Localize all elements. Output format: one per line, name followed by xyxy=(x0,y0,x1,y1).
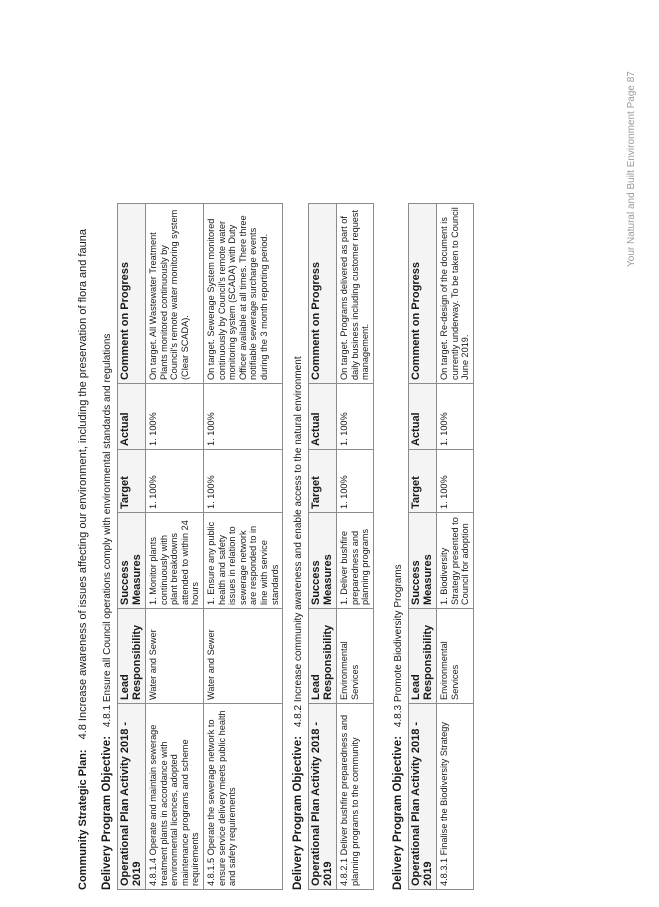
col-lead: Lead Responsibility xyxy=(118,609,146,704)
col-activity: Operational Plan Activity 2018 - 2019 xyxy=(118,704,146,890)
activity-table-4-8-2 xyxy=(308,203,374,890)
col-lead: Lead Responsibility xyxy=(409,609,437,704)
target-cell: 1. 100% xyxy=(146,450,204,513)
col-target: Target xyxy=(309,450,337,513)
measure-cell: 1. Biodiversity Strategy presented to Council for adoption xyxy=(437,513,474,609)
lead-cell: Water and Sewer xyxy=(203,609,282,704)
table-row xyxy=(337,204,374,890)
plan-text: 4.8 Increase awareness of issues affecting our environment, including the preservation of flora and fauna xyxy=(77,229,89,740)
measure-cell: 1. Deliver bushfire preparedness and planning programs xyxy=(337,513,374,609)
plan-label: Community Strategic Plan: xyxy=(77,749,89,890)
delivery-program-objective-4-8-3 xyxy=(392,564,404,890)
activity-cell: 4.8.1.4 Operate and maintain sewerage treatment plants in accordance with environmental licences, adopted maintenance programs and scheme requirements xyxy=(146,704,204,890)
delivery-program-objective-4-8-2 xyxy=(292,356,304,890)
col-comment: Comment on Progress xyxy=(309,204,337,384)
actual-cell: 1. 100% xyxy=(337,384,374,450)
col-actual: Actual xyxy=(118,384,146,450)
col-lead: Lead Responsibility xyxy=(309,609,337,704)
target-cell: 1. 100% xyxy=(437,450,474,513)
target-cell: 1. 100% xyxy=(203,450,282,513)
objective-label: Delivery Program Objective: xyxy=(101,735,113,890)
col-target: Target xyxy=(409,450,437,513)
lead-cell: Environmental Services xyxy=(437,609,474,704)
comment-cell: On target. Sewerage System monitored continuously by Council's remote water monitoring system (SCADA) with Duty Officer available at all times. There three notifiable sewerage surcharge events during the 3 month reporting period. xyxy=(203,204,282,384)
comment-cell: On target. Re-design of the document is currently underway. To be taken to Council June 2019. xyxy=(437,204,474,384)
activity-cell: 4.8.2.1 Deliver bushfire preparedness and planning programs to the community xyxy=(337,704,374,890)
activity-cell: 4.8.1.5 Operate the sewerage network to ensure service delivery meets public health and safety requirements xyxy=(203,704,282,890)
col-target: Target xyxy=(118,450,146,513)
col-comment: Comment on Progress xyxy=(118,204,146,384)
activity-table-4-8-1 xyxy=(117,203,283,890)
col-measures: Success Measures xyxy=(309,513,337,609)
table-header-row xyxy=(409,204,437,890)
measure-cell: 1. Ensure any public health and safety issues in relation to sewerage network are responded to in line with service standards xyxy=(203,513,282,609)
activity-table-4-8-3 xyxy=(408,203,474,890)
delivery-program-objective-4-8-1 xyxy=(101,334,113,890)
actual-cell: 1. 100% xyxy=(146,384,204,450)
col-measures: Success Measures xyxy=(118,513,146,609)
actual-cell: 1. 100% xyxy=(437,384,474,450)
table-header-row xyxy=(118,204,146,890)
table-header-row xyxy=(309,204,337,890)
table-row xyxy=(203,204,282,890)
comment-cell: On target. Programs delivered as part of daily business including customer request management. xyxy=(337,204,374,384)
objective-text: 4.8.2 Increase community awareness and enable access to the natural environment xyxy=(293,356,304,728)
target-cell: 1. 100% xyxy=(337,450,374,513)
objective-text: 4.8.3 Promote Biodiversity Programs xyxy=(393,564,404,728)
actual-cell: 1. 100% xyxy=(203,384,282,450)
col-actual: Actual xyxy=(309,384,337,450)
objective-label: Delivery Program Objective: xyxy=(392,735,404,890)
table-row xyxy=(146,204,204,890)
col-activity: Operational Plan Activity 2018 - 2019 xyxy=(409,704,437,890)
objective-label: Delivery Program Objective: xyxy=(292,735,304,890)
lead-cell: Environmental Services xyxy=(337,609,374,704)
activity-cell: 4.8.3.1 Finalise the Biodiversity Strategy xyxy=(437,704,474,890)
lead-cell: Water and Sewer xyxy=(146,609,204,704)
objective-text: 4.8.1 Ensure all Council operations comply with environmental standards and regulations xyxy=(102,333,113,728)
col-activity: Operational Plan Activity 2018 - 2019 xyxy=(309,704,337,890)
col-measures: Success Measures xyxy=(409,513,437,609)
measure-cell: 1. Monitor plants continuously with plant breakdowns attended to within 24 hours xyxy=(146,513,204,609)
community-strategic-plan xyxy=(77,229,89,890)
page-footer: Your Natural and Built Environment Page 87 xyxy=(626,71,637,267)
comment-cell: On target. All Wastewater Treatment Plants monitored continuously by Council's remote water monitoring system (Clear SCADA). xyxy=(146,204,204,384)
col-comment: Comment on Progress xyxy=(409,204,437,384)
col-actual: Actual xyxy=(409,384,437,450)
table-row xyxy=(437,204,474,890)
